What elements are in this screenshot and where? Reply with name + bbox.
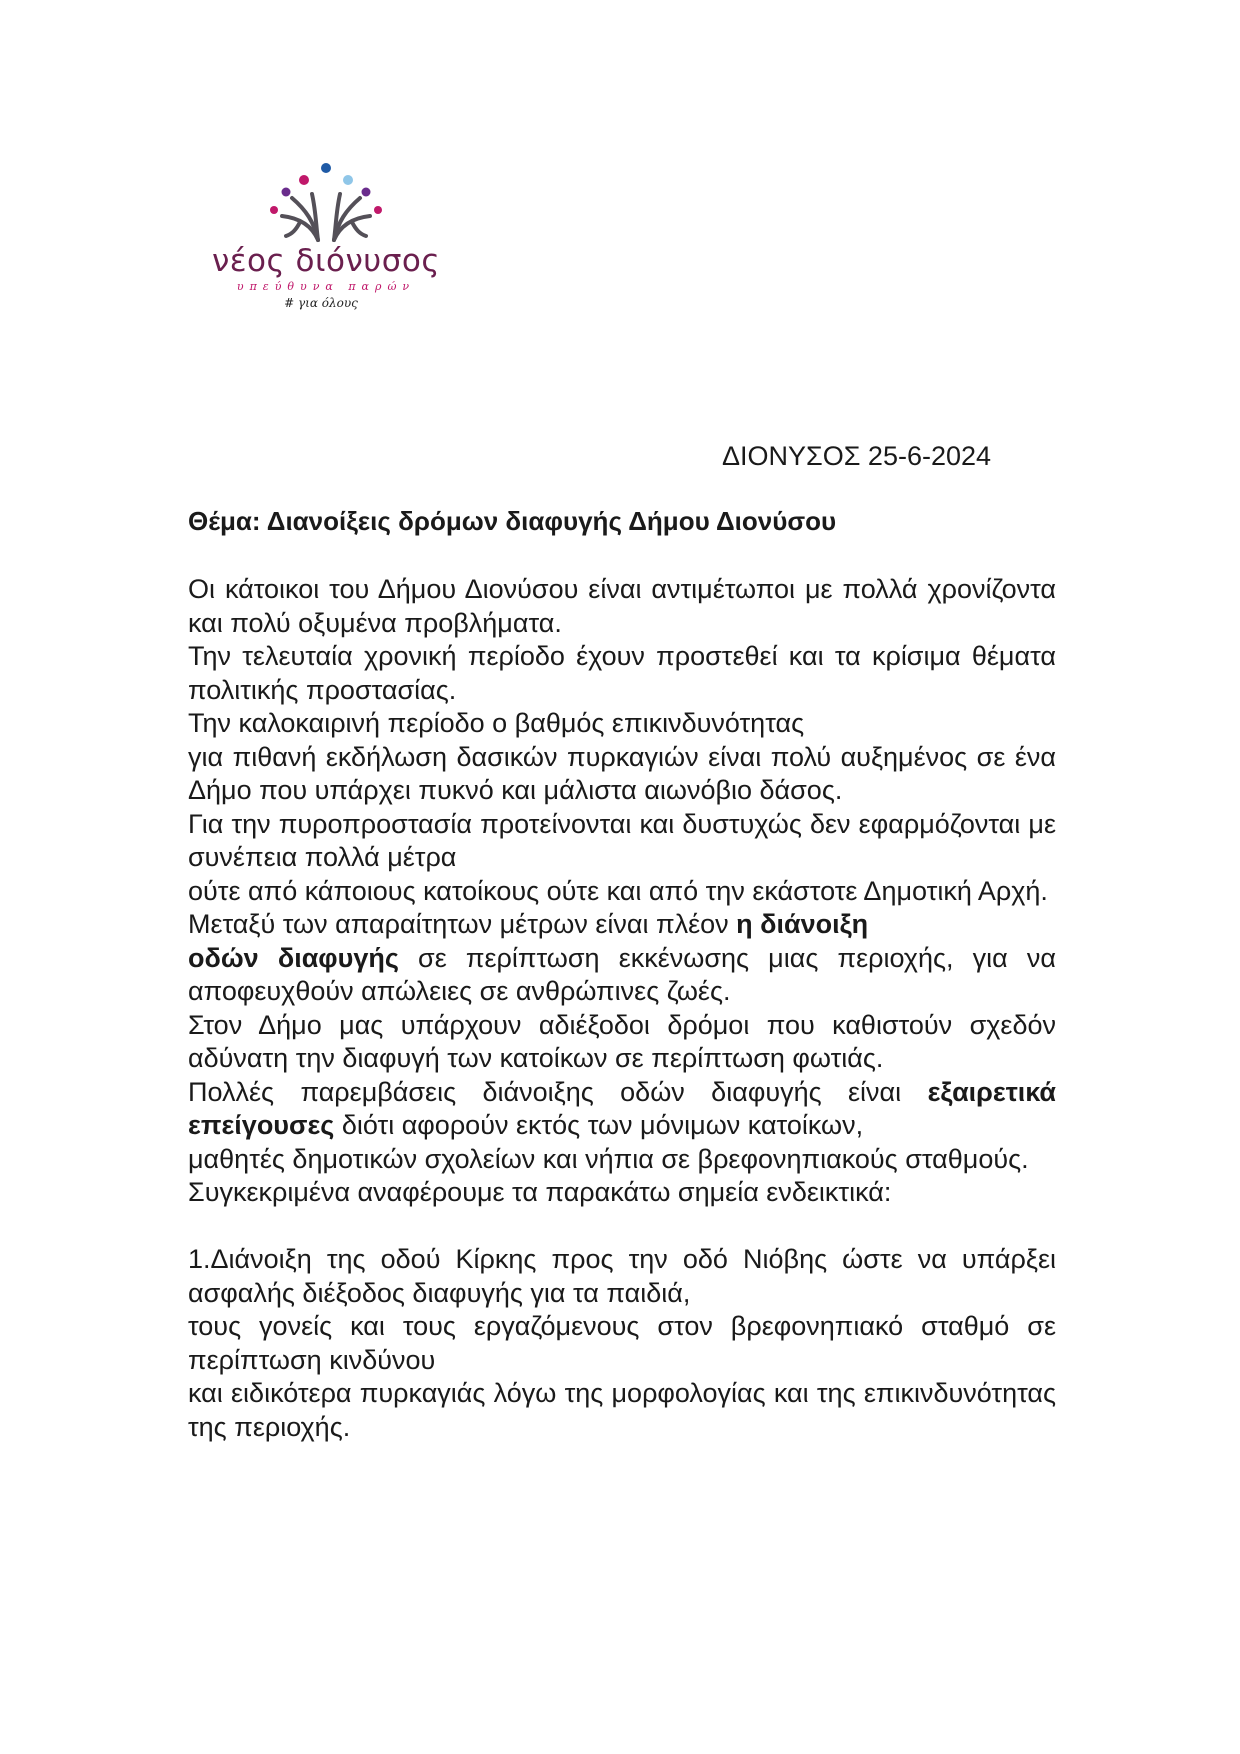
paragraph-text: διότι αφορούν εκτός των μόνιμων κατοίκων, — [334, 1110, 864, 1140]
paragraph: Συγκεκριμένα αναφέρουμε τα παρακάτω σημεία ενδεικτικά: — [188, 1177, 892, 1207]
paragraph-text: Μεταξύ των απαραίτητων μέτρων είναι πλέον — [188, 909, 737, 939]
paragraph: Για την πυροπροστασία προτείνονται και δυστυχώς δεν εφαρμόζονται με συνέπεια πολλά μέτρα — [188, 808, 1056, 872]
paragraph — [188, 908, 1056, 942]
emphasis-text: η διάνοιξη — [736, 909, 869, 939]
emblem-branch — [286, 222, 300, 236]
logo-name: νέος διόνυσος — [211, 243, 441, 279]
tree-emblem-icon — [196, 160, 456, 246]
list-item: 1.Διάνοιξη της οδού Κίρκης προς την οδό Νιόβης ώστε να υπάρξει ασφαλής διέξοδος διαφυγής για τα παιδιά, — [188, 1244, 1056, 1308]
paragraph-text: σε περίπτωση εκκένωσης μιας περιοχής, για να αποφευχθούν απώλειες σε ανθρώπινες ζωές. — [188, 942, 1056, 1006]
emblem-dot — [362, 188, 371, 197]
dateline: ΔΙΟΝΥΣΟΣ 25-6-2024 — [722, 441, 992, 471]
blank-line — [188, 1210, 1056, 1244]
paragraph: ούτε από κάποιους κατοίκους ούτε και από την εκάστοτε Δημοτική Αρχή. — [188, 875, 1048, 906]
emphasis-text: εξαιρετικά επείγουσες — [188, 1076, 1056, 1140]
paragraph — [188, 1076, 1056, 1143]
emblem-dot — [321, 163, 331, 173]
paragraph: Την καλοκαιρινή περίοδο ο βαθμός επικινδυνότητας — [188, 708, 805, 738]
emblem-dot — [299, 175, 309, 185]
letter-body — [188, 573, 1056, 1444]
paragraph: Στον Δήμο μας υπάρχουν αδιέξοδοι δρόμοι που καθιστούν σχεδόν αδύνατη την διαφυγή των κατοίκων σε περίπτωση φωτιάς. — [188, 1009, 1056, 1073]
paragraph: Οι κάτοικοι του Δήμου Διονύσου είναι αντιμέτωποι με πολλά χρονίζοντα και πολύ οξυμένα προβλήματα. — [188, 574, 1056, 638]
emblem-dot — [374, 206, 382, 214]
subject-line: Θέμα: Διανοίξεις δρόμων διαφυγής Δήμου Διονύσου — [188, 506, 837, 536]
paragraph — [188, 942, 1056, 1009]
emphasis-text: οδών διαφυγής — [188, 942, 399, 973]
logo-slogan: υπεύθυνα παρών — [236, 280, 416, 293]
emblem-dot — [343, 175, 353, 185]
list-item: τους γονείς και τους εργαζόμενους στον βρεφονηπιακό σταθμό σε περίπτωση κινδύνου — [188, 1311, 1056, 1375]
paragraph: Την τελευταία χρονική περίοδο έχουν προστεθεί και τα κρίσιμα θέματα πολιτικής προστασίας. — [188, 641, 1056, 705]
party-logo — [196, 160, 456, 310]
emblem-dot — [282, 188, 291, 197]
logo-hashtag: # για όλους — [284, 296, 358, 310]
emblem-dot — [270, 206, 278, 214]
paragraph: μαθητές δημοτικών σχολείων και νήπια σε βρεφονηπιακούς σταθμούς. — [188, 1143, 1029, 1174]
paragraph-text: Πολλές παρεμβάσεις διάνοιξης οδών διαφυγής είναι — [188, 1076, 928, 1107]
emblem-branch — [352, 222, 366, 236]
list-item: και ειδικότερα πυρκαγιάς λόγω της μορφολογίας και της επικινδυνότητας της περιοχής. — [188, 1378, 1056, 1442]
paragraph: για πιθανή εκδήλωση δασικών πυρκαγιών είναι πολύ αυξημένος σε ένα Δήμο που υπάρχει πυκνό και μάλιστα αιωνόβιο δάσος. — [188, 741, 1056, 805]
